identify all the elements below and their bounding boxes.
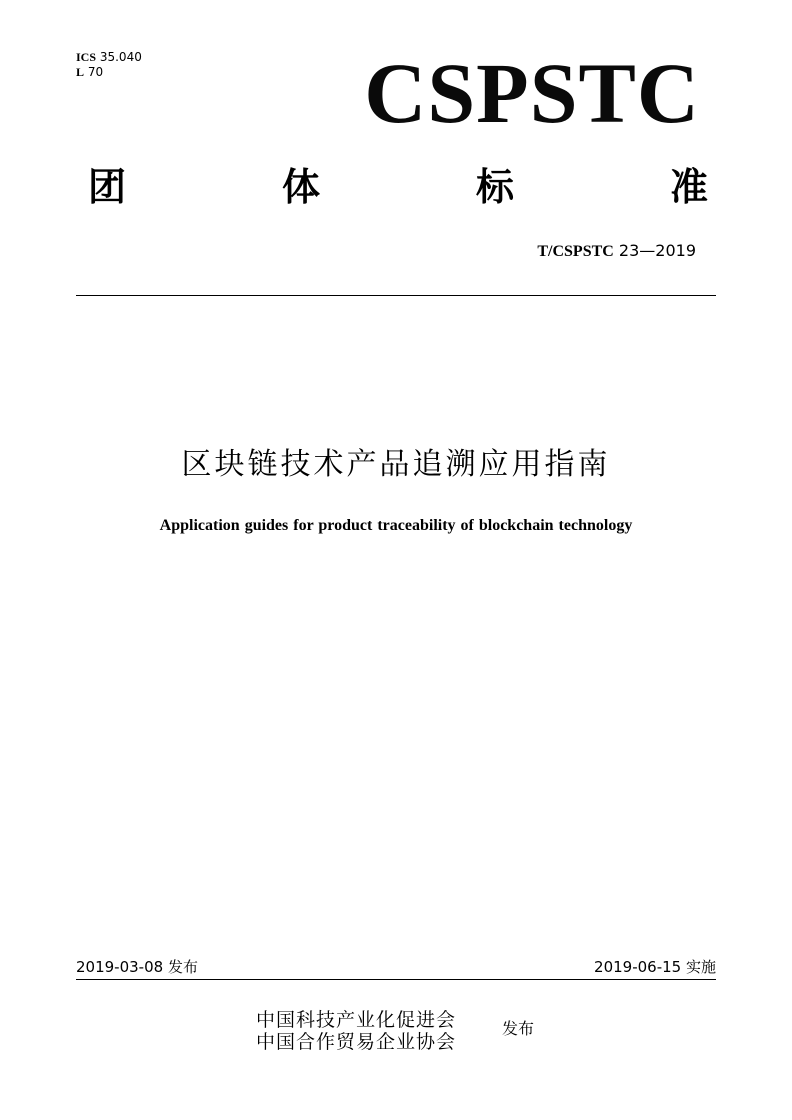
- bottom-divider: [76, 979, 716, 980]
- title-chinese: 区块链技术产品追溯应用指南: [181, 447, 611, 482]
- standard-type-char: 准: [669, 165, 708, 209]
- ics-code: 35.040: [99, 50, 142, 64]
- standard-number: [537, 241, 696, 262]
- ccs-label: L: [76, 65, 85, 79]
- standard-type-char: 标: [475, 165, 514, 209]
- publish-label: 发布: [502, 1019, 535, 1038]
- ccs-classification: [76, 65, 103, 79]
- standard-number-prefix: T/CSPSTC: [537, 243, 614, 260]
- issue-date: 2019-03-08 发布: [76, 958, 198, 976]
- cspstc-logo: CSPSTC: [364, 45, 700, 141]
- effective-date: 2019-06-15 实施: [594, 958, 716, 976]
- standard-number-value: 23—2019: [618, 241, 696, 260]
- title-english: Application guides for product traceability of blockchain technology: [159, 517, 633, 534]
- standard-type-heading: [88, 162, 708, 212]
- ics-label: ICS: [76, 50, 97, 64]
- standard-type-char: 体: [281, 165, 320, 209]
- publisher-org-2: 中国合作贸易企业协会: [256, 1031, 457, 1053]
- ccs-code: 70: [87, 65, 104, 79]
- publisher-org-1: 中国科技产业化促进会: [256, 1009, 457, 1031]
- standard-type-char: 团: [88, 165, 127, 209]
- ics-classification: [76, 50, 142, 64]
- top-divider: [76, 295, 716, 296]
